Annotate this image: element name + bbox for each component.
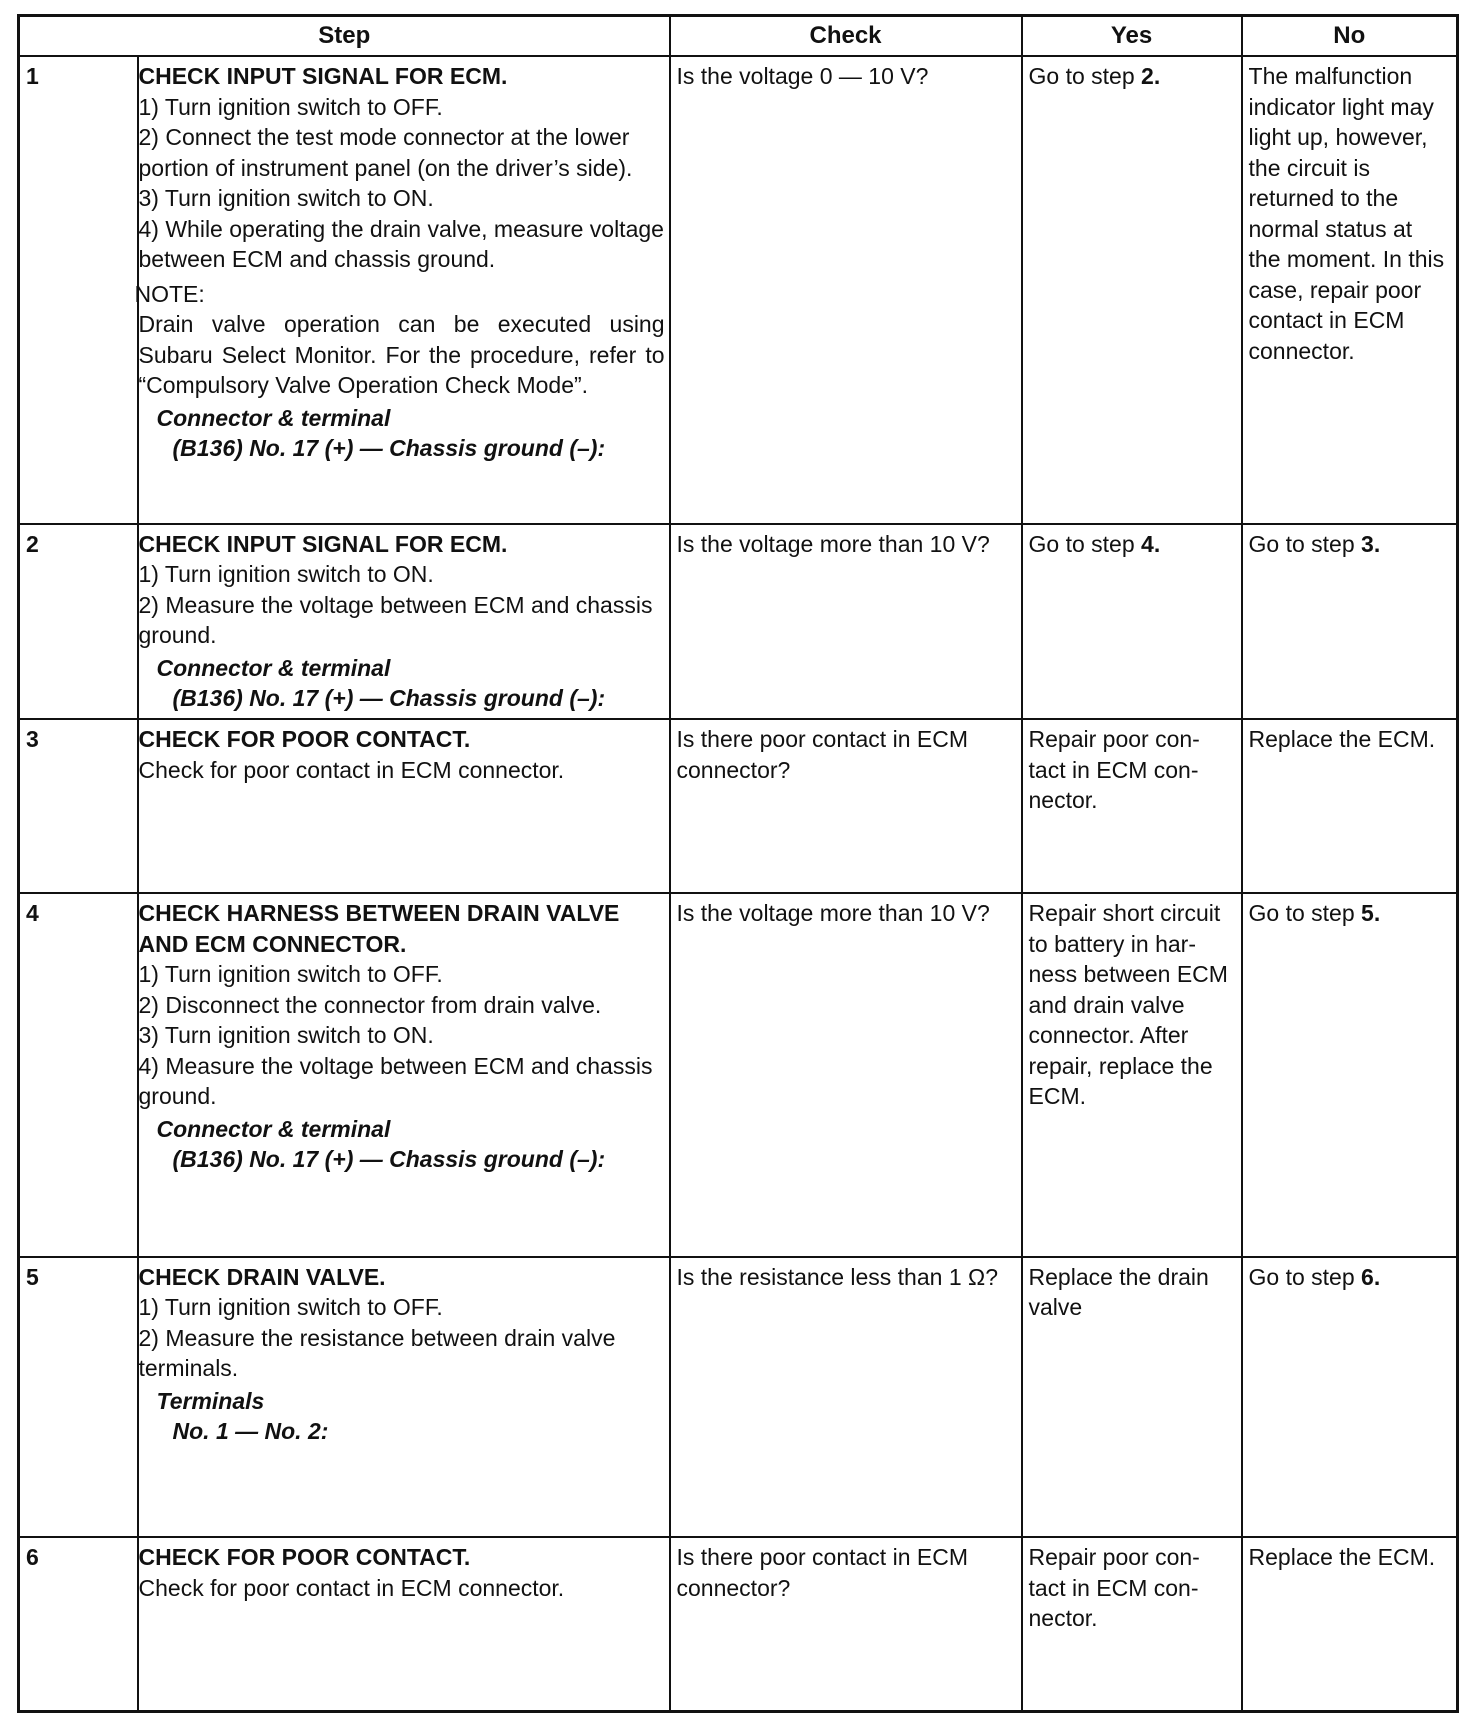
yes-cell: Replace the drain valve <box>1022 1257 1242 1538</box>
instruction: 2) Measure the voltage between ECM and chassis ground. <box>138 591 653 649</box>
step-row-5 <box>19 1257 1458 1538</box>
instruction: 1) Turn ignition switch to OFF. <box>138 93 443 120</box>
instruction: 2) Measure the resistance between drain valve terminals. <box>138 1324 616 1382</box>
no-cell: Replace the ECM. <box>1242 719 1458 893</box>
step-title: CHECK INPUT SIGNAL FOR ECM. <box>138 530 508 557</box>
step-title: CHECK HARNESS BETWEEN DRAIN VALVE AND ECM CONNECTOR. <box>138 900 620 957</box>
no-cell: Replace the ECM. <box>1242 1537 1458 1711</box>
goto-step: 6. <box>1361 1263 1381 1290</box>
terminals-label: Terminals <box>156 1387 265 1414</box>
check-cell: Is there poor contact in ECM connector? <box>670 1537 1022 1711</box>
goto-step: 3. <box>1361 530 1381 557</box>
yes-cell: Go to step 4. <box>1022 524 1242 720</box>
step-row-4 <box>19 893 1458 1256</box>
step-title: CHECK FOR POOR CONTACT. <box>138 1544 471 1571</box>
instruction: 2) Connect the test mode connector at the lower portion of instrument panel (on the driver’s side). <box>138 124 633 181</box>
check-cell: Is the voltage more than 10 V? <box>670 524 1022 720</box>
no-cell: The malfunction indicator light may light up, however, the circuit is returned to the normal status at the moment. In this case, repair poor contact in ECM connector. <box>1242 56 1458 524</box>
step-description <box>134 56 670 524</box>
diagnostic-procedure-table <box>17 14 1459 1713</box>
step-row-3 <box>19 719 1458 893</box>
header-check: Check <box>670 16 1022 57</box>
check-cell: Is there poor contact in ECM connector? <box>670 719 1022 893</box>
connector-value: (B136) No. 17 (+) — Chassis ground (–): <box>172 1146 606 1173</box>
connector-label: Connector & terminal <box>156 654 391 681</box>
instruction: Check for poor contact in ECM connector. <box>138 1574 565 1601</box>
header-row <box>19 16 1458 57</box>
yes-cell: Go to step 2. <box>1022 56 1242 524</box>
instruction: 4) Measure the voltage between ECM and chassis ground. <box>138 1052 653 1110</box>
instruction: 4) While operating the drain valve, measure voltage between ECM and chassis ground. <box>138 215 664 272</box>
step-number: 5 <box>19 1257 138 1538</box>
connector-value: (B136) No. 17 (+) — Chassis ground (–): <box>172 685 606 712</box>
step-number: 1 <box>19 56 138 524</box>
no-cell: Go to step 5. <box>1242 893 1458 1256</box>
step-row-2 <box>19 524 1458 720</box>
instruction: 1) Turn ignition switch to OFF. <box>138 1294 443 1321</box>
step-description <box>138 1257 670 1538</box>
step-row-6 <box>19 1537 1458 1711</box>
instruction: Check for poor contact in ECM connector. <box>138 756 565 783</box>
yes-cell: Repair poor con-tact in ECM con-nector. <box>1022 1537 1242 1711</box>
connector-value: (B136) No. 17 (+) — Chassis ground (–): <box>172 435 606 461</box>
instruction: 2) Disconnect the connector from drain valve. <box>138 991 602 1018</box>
step-row-1 <box>19 56 1458 524</box>
step-number: 3 <box>19 719 138 893</box>
step-description <box>138 524 670 720</box>
step-number: 4 <box>19 893 138 1256</box>
check-cell: Is the voltage more than 10 V? <box>670 893 1022 1256</box>
step-title: CHECK INPUT SIGNAL FOR ECM. <box>138 63 508 89</box>
instruction: 3) Turn ignition switch to ON. <box>138 1022 434 1049</box>
connector-label: Connector & terminal <box>156 1115 391 1142</box>
note-label: NOTE: <box>134 280 205 307</box>
step-title: CHECK FOR POOR CONTACT. <box>138 726 471 753</box>
header-step: Step <box>19 16 670 57</box>
step-number: 6 <box>19 1537 138 1711</box>
yes-cell: Repair short circuit to battery in har-ness between ECM and drain valve connector. After repair, replace the ECM. <box>1022 893 1242 1256</box>
no-cell: Go to step 3. <box>1242 524 1458 720</box>
goto-step: 5. <box>1361 900 1381 927</box>
instruction: 1) Turn ignition switch to OFF. <box>138 961 443 988</box>
instruction: 1) Turn ignition switch to ON. <box>138 561 434 588</box>
goto-step: 4. <box>1141 530 1161 557</box>
step-description <box>138 893 670 1256</box>
note-text: Drain valve operation can be executed using Subaru Select Monitor. For the procedure, refer to “Compulsory Valve Operation Check Mode”. <box>138 311 665 398</box>
header-no: No <box>1242 16 1458 57</box>
header-yes: Yes <box>1022 16 1242 57</box>
check-cell: Is the voltage 0 — 10 V? <box>670 56 1022 524</box>
check-cell: Is the resistance less than 1 Ω? <box>670 1257 1022 1538</box>
no-cell: Go to step 6. <box>1242 1257 1458 1538</box>
step-description <box>138 1537 670 1711</box>
connector-label: Connector & terminal <box>156 404 391 431</box>
instruction: 3) Turn ignition switch to ON. <box>138 185 434 211</box>
yes-cell: Repair poor con-tact in ECM con-nector. <box>1022 719 1242 893</box>
terminals-value: No. 1 — No. 2: <box>172 1418 329 1445</box>
step-description <box>138 719 670 893</box>
step-number: 2 <box>19 524 138 720</box>
goto-step: 2. <box>1141 63 1161 89</box>
step-title: CHECK DRAIN VALVE. <box>138 1263 386 1290</box>
